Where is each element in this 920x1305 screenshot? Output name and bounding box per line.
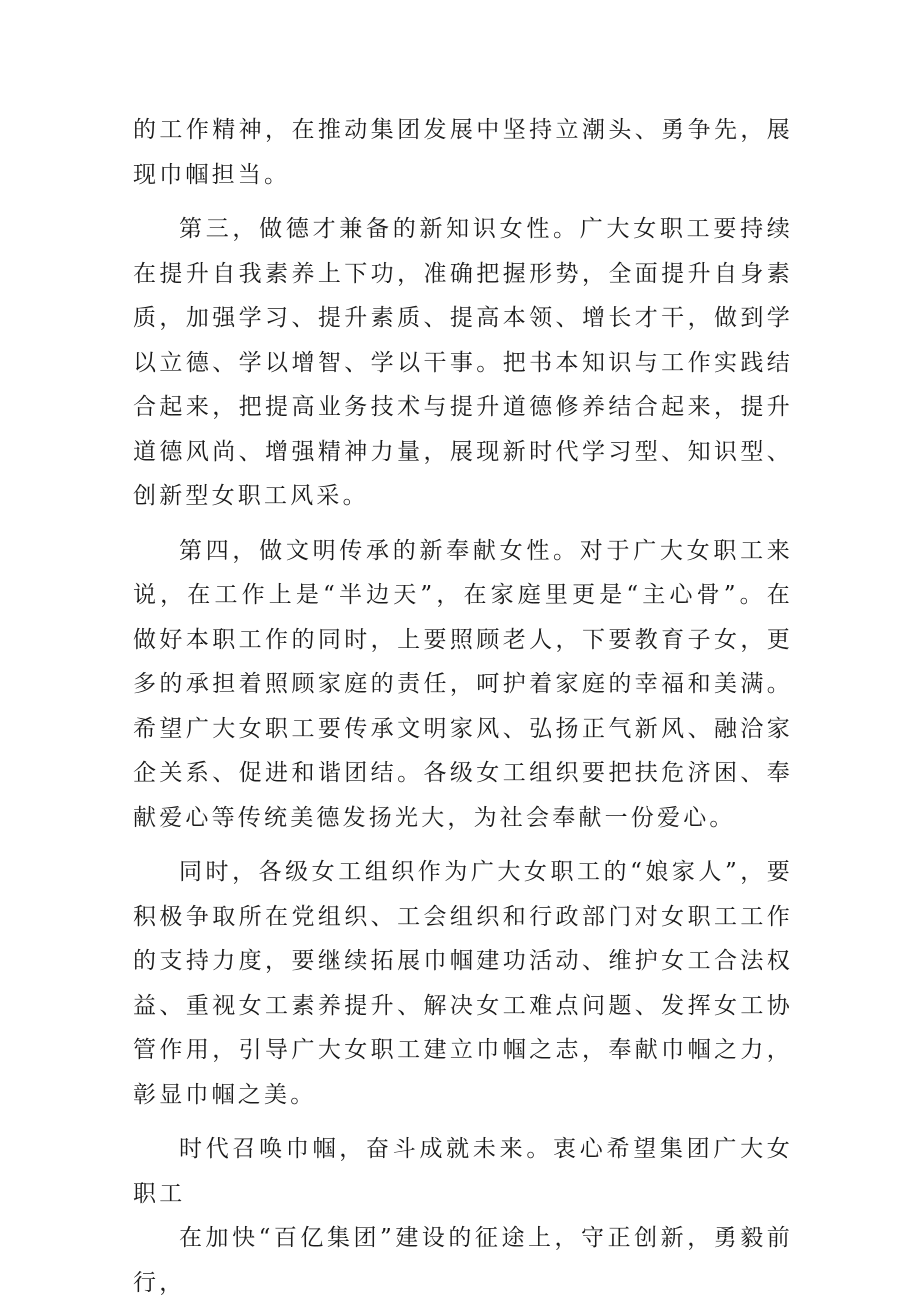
document-body [133, 108, 793, 1305]
paragraph-organizations: 同时，各级女工组织作为广大女职工的“娘家人”，要积极争取所在党组织、工会组织和行政部门对女职工工作的支持力度，要继续拓展巾帼建功活动、维护女工合法权益、重视女工素养提升、解决女工难点问题、发挥女工协管作用，引导广大女职工建立巾帼之志，奉献巾帼之力，彰显巾帼之美。 [133, 859, 793, 1108]
paragraph-closing-2: 在加快“百亿集团”建设的征途上，守正创新，勇毅前行， [133, 1225, 793, 1296]
paragraph-closing-1: 时代召唤巾帼，奋斗成就未来。衷心希望集团广大女职工 [133, 1136, 793, 1207]
paragraph-fourth-point: 第四，做文明传承的新奉献女性。对于广大女职工来说，在工作上是“半边天”，在家庭里更是“主心骨”。在做好本职工作的同时，上要照顾老人，下要教育子女，更多的承担着照顾家庭的责任，呵护着家庭的幸福和美满。希望广大女职工要传承文明家风、弘扬正气新风、融洽家企关系、促进和谐团结。各级女工组织要把扶危济困、奉献爱心等传统美德发扬光大，为社会奉献一份爱心。 [133, 537, 793, 831]
paragraph-third-point: 第三，做德才兼备的新知识女性。广大女职工要持续在提升自我素养上下功，准确把握形势，全面提升自身素质，加强学习、提升素质、提高本领、增长才干，做到学以立德、学以增智、学以干事。把书本知识与工作实践结合起来，把提高业务技术与提升道德修养结合起来，提升道德风尚、增强精神力量，展现新时代学习型、知识型、创新型女职工风采。 [133, 216, 793, 509]
paragraph-continuation: 的工作精神，在推动集团发展中坚持立潮头、勇争先，展现巾帼担当。 [133, 117, 793, 188]
